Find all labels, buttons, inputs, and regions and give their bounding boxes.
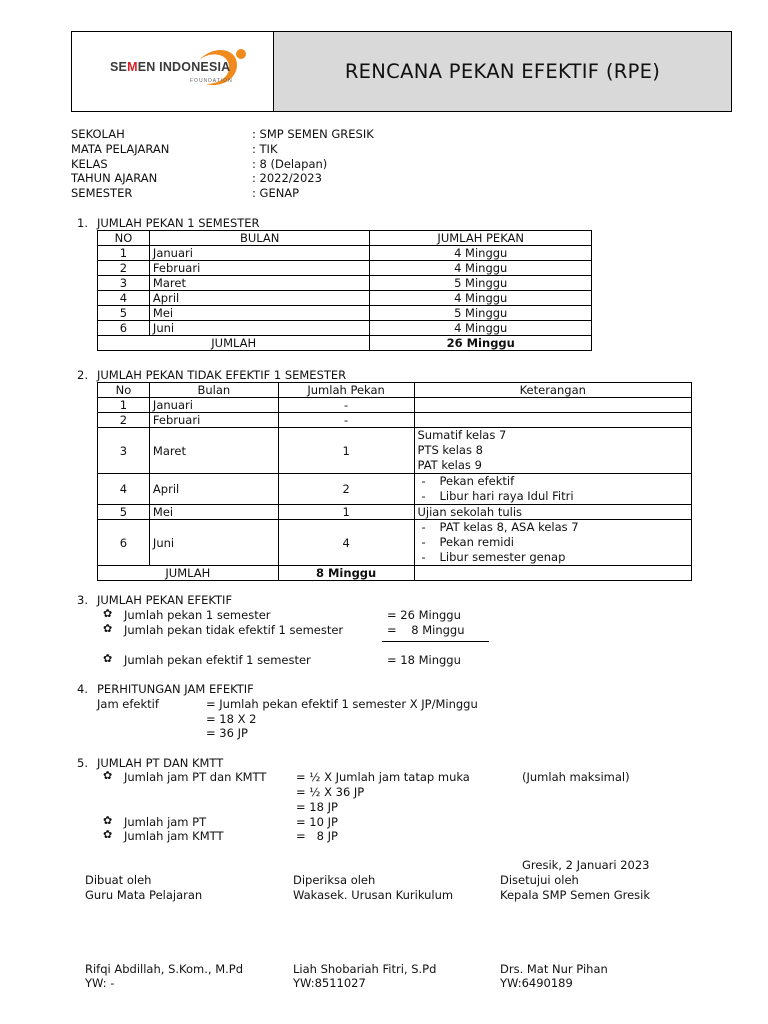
cell-no: 4 xyxy=(98,474,150,505)
signer-position: Guru Mata Pelajaran xyxy=(85,888,203,902)
table-row xyxy=(98,474,692,505)
logo-cell xyxy=(72,32,274,111)
calc-label: Jumlah pekan efektif 1 semester xyxy=(124,653,311,667)
cell-jumlah: 2 xyxy=(278,474,414,505)
cell-no: 5 xyxy=(98,505,150,520)
signer-name: Liah Shobariah Fitri, S.Pd xyxy=(293,962,437,976)
info-value-kelas: : 8 (Delapan) xyxy=(252,157,328,171)
cell-no: 4 xyxy=(98,291,150,306)
cell-jumlah: 4 Minggu xyxy=(370,261,592,276)
cell-bulan: April xyxy=(149,474,278,505)
total-value: 8 Minggu xyxy=(278,566,414,581)
table-row xyxy=(98,261,592,276)
cell-bulan: Juni xyxy=(149,520,278,566)
signer-role: Disetujui oleh xyxy=(500,873,579,887)
cell-jumlah: 4 Minggu xyxy=(370,246,592,261)
cell-jumlah: 5 Minggu xyxy=(370,276,592,291)
flower-bullet-icon: ✿ xyxy=(103,828,113,841)
sum-rule-line xyxy=(382,641,489,642)
info-label-semester: SEMESTER xyxy=(71,186,133,200)
header-cell: Jumlah Pekan xyxy=(278,383,414,398)
section-number: 5. xyxy=(77,756,88,770)
section-number: 1. xyxy=(77,216,88,230)
info-label-tahun: TAHUN AJARAN xyxy=(71,171,158,185)
document-header xyxy=(71,31,732,112)
section-title: JUMLAH PT DAN KMTT xyxy=(97,756,224,770)
cell-no: 5 xyxy=(98,306,150,321)
table-total-row xyxy=(98,336,592,351)
cell-no: 6 xyxy=(98,321,150,336)
calc-line: = 36 JP xyxy=(206,726,248,740)
keterangan-bullet: - Pekan efektif xyxy=(418,474,689,489)
calc-value: = 18 Minggu xyxy=(387,653,461,667)
section-number: 4. xyxy=(77,682,88,696)
cell-no: 3 xyxy=(98,428,150,474)
calc-value: = 8 Minggu xyxy=(387,623,465,637)
cell-no: 3 xyxy=(98,276,150,291)
header-cell: JUMLAH PEKAN xyxy=(370,231,592,246)
calc-value: = 10 JP xyxy=(296,815,338,829)
cell-no: 1 xyxy=(98,246,150,261)
calc-label: Jumlah pekan 1 semester xyxy=(124,608,271,622)
header-cell: BULAN xyxy=(149,231,370,246)
cell-bulan: Mei xyxy=(149,505,278,520)
keterangan-line: PAT kelas 9 xyxy=(417,458,482,472)
signer-id: YW: - xyxy=(85,976,115,990)
calc-label: Jumlah jam KMTT xyxy=(124,829,224,843)
cell-no: 2 xyxy=(98,261,150,276)
total-label: JUMLAH xyxy=(98,566,279,581)
cell-jumlah: - xyxy=(278,413,414,428)
cell-jumlah: 5 Minggu xyxy=(370,306,592,321)
cell-jumlah: 1 xyxy=(278,505,414,520)
signer-id: YW:6490189 xyxy=(500,976,573,990)
table-header-row xyxy=(98,231,592,246)
calc-label: Jumlah jam PT xyxy=(124,815,207,829)
table-row xyxy=(98,520,692,566)
cell-keterangan xyxy=(414,474,692,505)
pekan-semester-table xyxy=(97,230,592,351)
info-value-semester: : GENAP xyxy=(252,186,300,200)
cell-no: 2 xyxy=(98,413,150,428)
cell-bulan: Maret xyxy=(149,276,370,291)
calc-line: = 18 X 2 xyxy=(206,712,257,726)
flower-bullet-icon: ✿ xyxy=(103,607,113,620)
keterangan-bullet: - Libur semester genap xyxy=(418,550,689,565)
cell-keterangan xyxy=(414,428,692,474)
calc-label: Jumlah pekan tidak efektif 1 semester xyxy=(124,623,344,637)
cell-bulan: Februari xyxy=(149,261,370,276)
cell-bulan: Februari xyxy=(149,413,278,428)
cell-keterangan xyxy=(414,520,692,566)
table-row xyxy=(98,505,692,520)
keterangan-bullet: - Libur hari raya Idul Fitri xyxy=(418,489,689,504)
calc-label: Jumlah jam PT dan KMTT xyxy=(124,770,267,784)
signer-name: Drs. Mat Nur Pihan xyxy=(500,962,608,976)
calc-line: = ½ X 36 JP xyxy=(296,785,365,799)
calc-label: Jam efektif xyxy=(97,697,159,711)
cell-bulan: Juni xyxy=(149,321,370,336)
cell-no: 6 xyxy=(98,520,150,566)
pekan-tidak-efektif-table xyxy=(97,382,692,581)
calc-note: (Jumlah maksimal) xyxy=(522,770,630,784)
calc-value: = 26 Minggu xyxy=(387,608,461,622)
cell-bulan: April xyxy=(149,291,370,306)
cell-no: 1 xyxy=(98,398,150,413)
section-title: PERHITUNGAN JAM EFEKTIF xyxy=(97,682,254,696)
cell-bulan: Januari xyxy=(149,398,278,413)
total-value: 26 Minggu xyxy=(370,336,592,351)
calc-line: = 18 JP xyxy=(296,800,338,814)
info-value-sekolah: : SMP SEMEN GRESIK xyxy=(252,127,374,141)
cell-bulan: Maret xyxy=(149,428,278,474)
cell-keterangan xyxy=(414,413,692,428)
table-row xyxy=(98,276,592,291)
calc-line: = ½ X Jumlah jam tatap muka xyxy=(296,770,470,784)
cell-bulan: Mei xyxy=(149,306,370,321)
info-label-sekolah: SEKOLAH xyxy=(71,127,125,141)
title-cell xyxy=(274,32,731,111)
semen-indonesia-logo: SEMEN INDONESIA FOUNDATION xyxy=(96,40,254,92)
table-row xyxy=(98,246,592,261)
header-cell: Bulan xyxy=(149,383,278,398)
cell-jumlah: 1 xyxy=(278,428,414,474)
section-number: 2. xyxy=(77,368,88,382)
table-row xyxy=(98,321,592,336)
signer-position: Kepala SMP Semen Gresik xyxy=(500,888,651,902)
total-label: JUMLAH xyxy=(98,336,370,351)
table-row xyxy=(98,291,592,306)
section-title: JUMLAH PEKAN EFEKTIF xyxy=(97,593,233,607)
section-number: 3. xyxy=(77,593,88,607)
table-row xyxy=(98,306,592,321)
signer-name: Rifqi Abdillah, S.Kom., M.Pd xyxy=(85,962,244,976)
section-title: JUMLAH PEKAN 1 SEMESTER xyxy=(97,216,260,230)
flower-bullet-icon: ✿ xyxy=(103,769,113,782)
table-total-row xyxy=(98,566,692,581)
info-label-mapel: MATA PELAJARAN xyxy=(71,142,170,156)
cell-bulan: Januari xyxy=(149,246,370,261)
keterangan-bullet: - Pekan remidi xyxy=(418,535,689,550)
calc-value: = 8 JP xyxy=(296,829,338,843)
cell-jumlah: 4 Minggu xyxy=(370,321,592,336)
header-cell: NO xyxy=(98,231,150,246)
header-cell: No xyxy=(98,383,150,398)
keterangan-bullet: - PAT kelas 8, ASA kelas 7 xyxy=(418,520,689,535)
signer-role: Diperiksa oleh xyxy=(293,873,376,887)
signer-role: Dibuat oleh xyxy=(85,873,152,887)
table-row xyxy=(98,413,692,428)
calc-line: = Jumlah pekan efektif 1 semester X JP/Minggu xyxy=(206,697,478,711)
table-header-row xyxy=(98,383,692,398)
cell-jumlah: - xyxy=(278,398,414,413)
signer-position: Wakasek. Urusan Kurikulum xyxy=(293,888,454,902)
cell-keterangan xyxy=(414,398,692,413)
flower-bullet-icon: ✿ xyxy=(103,814,113,827)
cell-jumlah: 4 xyxy=(278,520,414,566)
info-label-kelas: KELAS xyxy=(71,157,108,171)
flower-bullet-icon: ✿ xyxy=(103,622,113,635)
cell-keterangan: Ujian sekolah tulis xyxy=(414,505,692,520)
keterangan-line: PTS kelas 8 xyxy=(417,443,483,457)
cell-keterangan xyxy=(414,566,692,581)
signer-id: YW:8511027 xyxy=(293,976,366,990)
page-title: RENCANA PEKAN EFEKTIF (RPE) xyxy=(344,60,661,83)
table-row xyxy=(98,398,692,413)
place-date: Gresik, 2 Januari 2023 xyxy=(522,858,650,872)
info-value-tahun: : 2022/2023 xyxy=(252,171,322,185)
header-cell: Keterangan xyxy=(414,383,692,398)
keterangan-line: Sumatif kelas 7 xyxy=(417,428,507,442)
flower-bullet-icon: ✿ xyxy=(103,652,113,665)
info-value-mapel: : TIK xyxy=(252,142,278,156)
section-title: JUMLAH PEKAN TIDAK EFEKTIF 1 SEMESTER xyxy=(97,368,347,382)
table-row xyxy=(98,428,692,474)
cell-jumlah: 4 Minggu xyxy=(370,291,592,306)
